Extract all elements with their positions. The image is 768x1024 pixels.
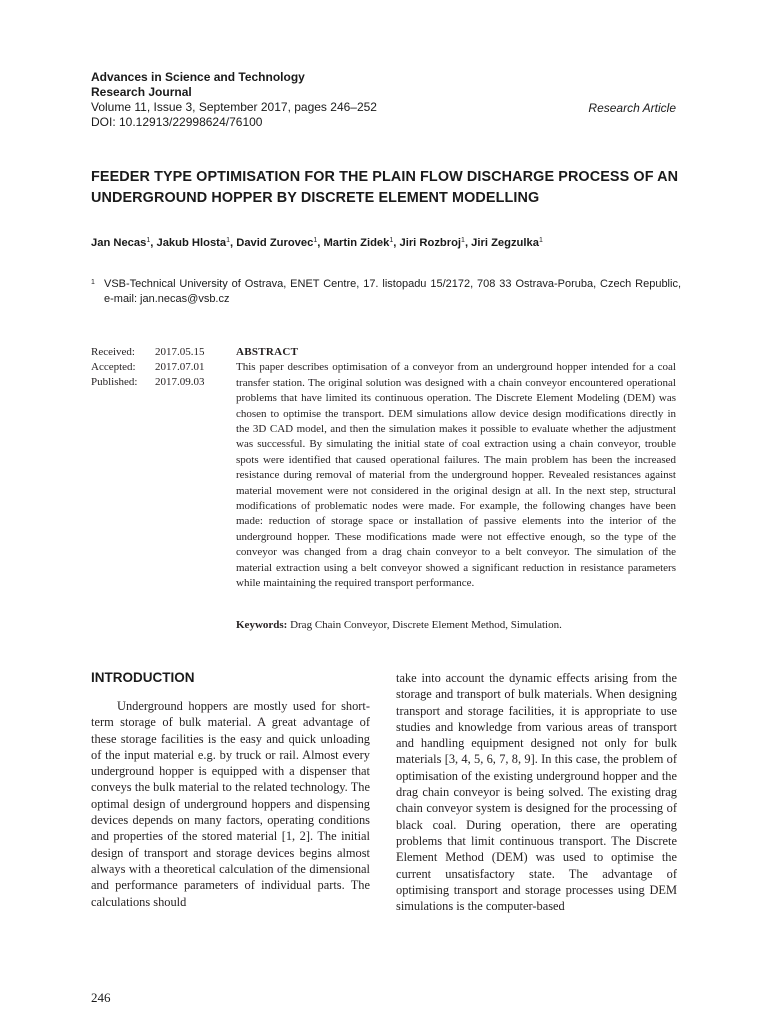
body-column-right <box>396 670 677 914</box>
date-value: 2017.05.15 <box>155 346 205 358</box>
keywords-text: Drag Chain Conveyor, Discrete Element Method, Simulation. <box>290 619 562 631</box>
author-affiliation-mark: 1 <box>538 237 543 244</box>
date-value: 2017.07.01 <box>155 361 205 373</box>
journal-doi: DOI: 10.12913/22998624/76100 <box>91 115 263 129</box>
date-value: 2017.09.03 <box>155 376 205 388</box>
author-affiliation-mark: 1 <box>313 237 318 244</box>
abstract <box>236 345 676 592</box>
page-number: 246 <box>91 990 111 1005</box>
abstract-heading: ABSTRACT <box>236 346 299 358</box>
date-row-published <box>91 375 231 390</box>
author-list: Jan Necas$^1$, Jakub Hlosta$^1$, David Zurovec$^1$, Martin Zidek$^1$, Jiri Rozbroj$^1$, Jiri Zegzulka$^1$ <box>91 237 543 249</box>
section-heading-introduction: INTRODUCTION <box>91 670 195 685</box>
article-type: Research Article <box>588 101 676 115</box>
journal-name-line2: Research Journal <box>91 85 192 99</box>
author-affiliation-mark: 1 <box>146 237 151 244</box>
date-label: Received: <box>91 346 135 358</box>
article-dates <box>91 345 231 390</box>
date-row-accepted <box>91 360 231 375</box>
journal-name-line1: Advances in Science and Technology <box>91 70 305 84</box>
author-name: Martin Zidek <box>323 237 390 249</box>
author-name: Jakub Hlosta <box>156 237 227 249</box>
date-label: Published: <box>91 376 138 388</box>
journal-info <box>91 70 511 130</box>
author-affiliation-mark: 1 <box>389 237 394 244</box>
author-affiliation-mark: 1 <box>226 237 231 244</box>
keywords <box>236 619 676 631</box>
author-affiliation-mark: 1 <box>461 237 465 244</box>
paper-title: FEEDER TYPE OPTIMISATION FOR THE PLAIN FLOW DISCHARGE PROCESS OF AN UNDERGROUND HOPPER BY DISCRETE ELEMENT MODELLING <box>91 169 679 206</box>
affiliation <box>91 277 681 307</box>
affiliation-mark: 1 <box>91 279 95 286</box>
journal-volume: Volume 11, Issue 3, September 2017, pages 246–252 <box>91 100 377 114</box>
date-label: Accepted: <box>91 361 136 373</box>
date-row-received <box>91 345 231 360</box>
body-column-left <box>91 698 370 910</box>
keywords-label: Keywords: <box>236 619 288 631</box>
author-name: Jiri Zegzulka <box>471 237 539 249</box>
author-name: Jiri Rozbroj <box>399 237 462 249</box>
affiliation-text: VSB-Technical University of Ostrava, ENET Centre, 17. listopadu 15/2172, 708 33 Ostrava-Poruba, Czech Republic, e-mail: jan.necas@vsb.cz <box>104 278 681 305</box>
author-name: Jan Necas <box>91 237 147 249</box>
author-name: David Zurovec <box>236 237 314 249</box>
paragraph: Underground hoppers are mostly used for short-term storage of bulk material. A great advantage of these storage facilities is the easy and quick unloading of the input material e.g. by truck or rail. Almost every underground hopper is equipped with a dispenser that conveys the bulk material to the related technology. The optimal design of underground hoppers and dispensing devices depends on many factors, operating conditions and properties of the stored material [1, 2]. The initial design of transport and storage devices begins almost always with a theoretical calculation of the dimensional and performance parameters of individual parts. The calculations should <box>91 699 370 909</box>
paragraph: take into account the dynamic effects arising from the storage and transport of bulk materials. When designing transport and storage facilities, it is appropriate to use studies and knowledge from various areas of transport and handling equipment designed not only for bulk materials [3, 4, 5, 6, 7, 8, 9]. In this case, the problem of optimisation of the existing underground hopper and the drag chain conveyor is being solved. The existing drag chain conveyor system is designed for the processing of black coal. During operation, there are operating problems that limit continuous transport. The Discrete Element Method (DEM) was used to optimise the current unsatisfactory state. The advantage of optimising transport and storage processes using DEM simulations is the computer-based <box>396 671 677 914</box>
abstract-text: This paper describes optimisation of a conveyor from an underground hopper intended for a coal transfer station. The original solution was designed with a chain conveyor encountered operational problems that have limited its continuous operation. The Discrete Element Modeling (DEM) was chosen to optimise the transport. DEM simulations allow device design modifications directly in the 3D CAD model, and then the simulation makes it possible to evaluate whether the adjustment was successful. By simulating the initial state of coal extraction using a chain conveyor, trouble spots were identified that caused operational failures. The main problem has been the increased resistance during removal of material from the underground hopper. Revealed resistances against material movement were not considered in the original design at all. In the next step, structural modifications of problematic nodes were made. For example, the following changes have been made: reduction of storage space or installation of passive elements into the interior of the underground hopper. These modifications made were not effective enough, so the type of the conveyor was changed from a drag chain conveyor to a belt conveyor. The simulation of the material extraction using a belt conveyor showed a significant reduction in resistance parameters while maintaining the required transport performance. <box>236 361 676 590</box>
